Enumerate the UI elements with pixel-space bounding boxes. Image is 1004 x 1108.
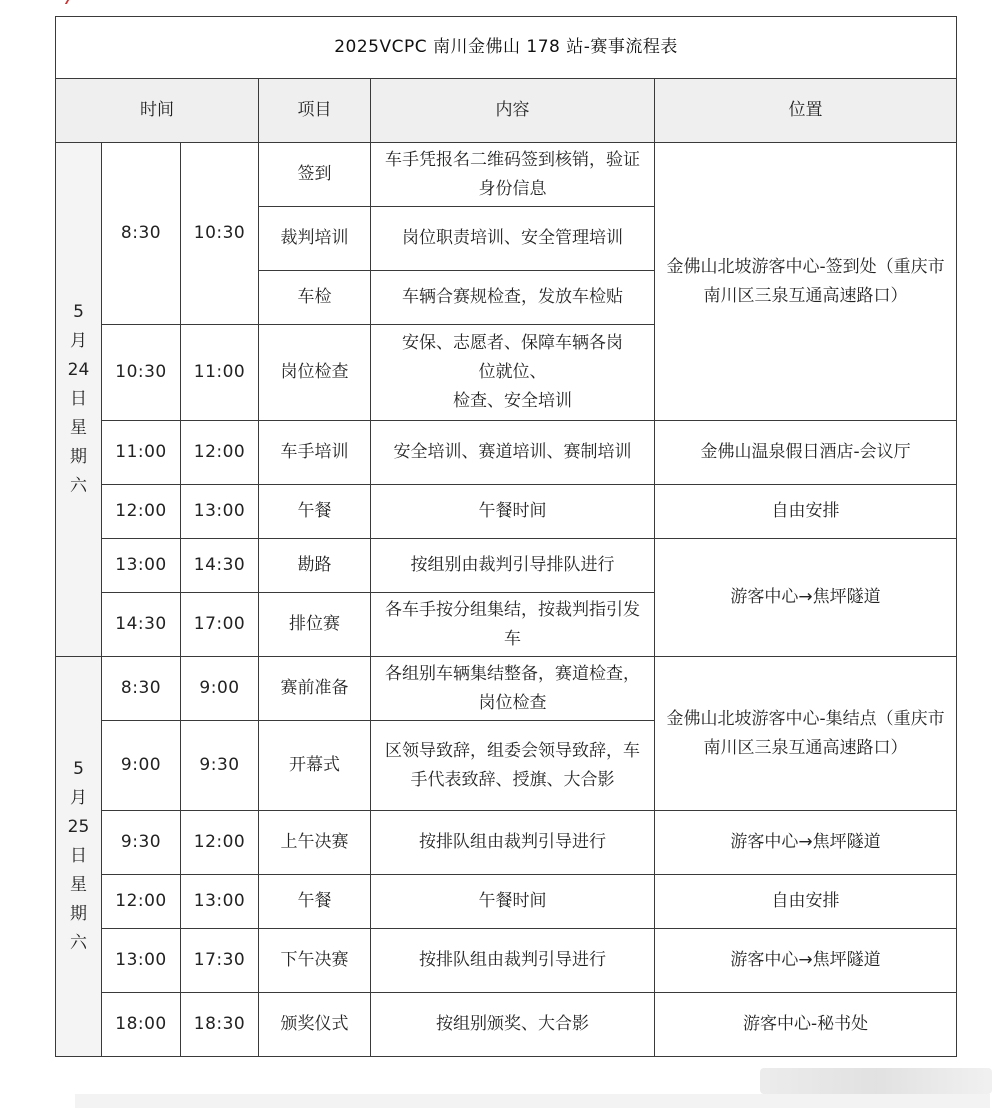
- content-cell: 按组别颁奖、大合影: [371, 993, 655, 1057]
- start-time: 9:30: [102, 811, 181, 875]
- location-cell: 金佛山北坡游客中心-签到处（重庆市南川区三泉互通高速路口）: [655, 143, 957, 421]
- content-cell: 午餐时间: [371, 485, 655, 539]
- end-time: 13:00: [181, 485, 259, 539]
- content-line: 检查、安全培训: [453, 391, 572, 411]
- location-cell: 游客中心-秘书处: [655, 993, 957, 1057]
- start-time: 12:00: [102, 485, 181, 539]
- item-cell: 上午决赛: [259, 811, 371, 875]
- item-cell: 颁奖仪式: [259, 993, 371, 1057]
- item-cell: 午餐: [259, 875, 371, 929]
- item-cell: 签到: [259, 143, 371, 207]
- start-time: 12:00: [102, 875, 181, 929]
- start-time: 11:00: [102, 421, 181, 485]
- table-row: [56, 993, 957, 1057]
- start-time: 10:30: [102, 325, 181, 421]
- start-time: 13:00: [102, 539, 181, 593]
- item-cell: 车手培训: [259, 421, 371, 485]
- start-time: 14:30: [102, 593, 181, 657]
- header-location: 位置: [655, 79, 957, 143]
- end-time: 10:30: [181, 143, 259, 325]
- day-label-25: 5 月 25 日 星 期 六: [56, 657, 102, 1057]
- content-cell: 岗位职责培训、安全管理培训: [371, 207, 655, 271]
- table-row: [56, 421, 957, 485]
- end-time: 12:00: [181, 811, 259, 875]
- end-time: 9:00: [181, 657, 259, 721]
- location-cell: 金佛山北坡游客中心-集结点（重庆市南川区三泉互通高速路口）: [655, 657, 957, 811]
- start-time: 8:30: [102, 143, 181, 325]
- start-time: 18:00: [102, 993, 181, 1057]
- schedule-table: [55, 16, 957, 1057]
- item-cell: 午餐: [259, 485, 371, 539]
- table-row: [56, 539, 957, 593]
- content-cell: 按排队组由裁判引导进行: [371, 811, 655, 875]
- item-cell: 下午决赛: [259, 929, 371, 993]
- content-cell: 车手凭报名二维码签到核销，验证身份信息: [371, 143, 655, 207]
- location-cell: 金佛山温泉假日酒店-会议厅: [655, 421, 957, 485]
- header-item: 项目: [259, 79, 371, 143]
- bottom-strip: [75, 1094, 990, 1108]
- item-cell: 岗位检查: [259, 325, 371, 421]
- location-cell: 游客中心→焦坪隧道: [655, 539, 957, 657]
- end-time: 11:00: [181, 325, 259, 421]
- end-time: 17:00: [181, 593, 259, 657]
- title-row: [56, 17, 957, 79]
- table-row: [56, 657, 957, 721]
- end-time: 14:30: [181, 539, 259, 593]
- location-cell: 自由安排: [655, 485, 957, 539]
- item-cell: 排位赛: [259, 593, 371, 657]
- content-line: 位就位、: [478, 362, 547, 382]
- day-label-24: 5 月 24 日 星 期 六: [56, 143, 102, 657]
- page-title: 2025VCPC 南川金佛山 178 站-赛事流程表: [56, 17, 957, 79]
- item-cell: 车检: [259, 271, 371, 325]
- content-cell: 各车手按分组集结，按裁判指引发车: [371, 593, 655, 657]
- table-row: [56, 929, 957, 993]
- content-cell: 安全培训、赛道培训、赛制培训: [371, 421, 655, 485]
- content-cell: 车辆合赛规检查，发放车检贴: [371, 271, 655, 325]
- start-time: 13:00: [102, 929, 181, 993]
- header-row: [56, 79, 957, 143]
- content-line: 安保、志愿者、保障车辆各岗: [402, 333, 623, 353]
- end-time: 9:30: [181, 721, 259, 811]
- content-cell: [371, 325, 655, 421]
- start-time: 9:00: [102, 721, 181, 811]
- content-cell: 按排队组由裁判引导进行: [371, 929, 655, 993]
- header-time: 时间: [56, 79, 259, 143]
- content-cell: 区领导致辞，组委会领导致辞，车手代表致辞、授旗、大合影: [371, 721, 655, 811]
- item-cell: 裁判培训: [259, 207, 371, 271]
- table-row: [56, 811, 957, 875]
- table-row: [56, 143, 957, 207]
- table-row: [56, 485, 957, 539]
- location-cell: 自由安排: [655, 875, 957, 929]
- item-cell: 赛前准备: [259, 657, 371, 721]
- corner-mark: [65, 0, 79, 4]
- table-row: [56, 875, 957, 929]
- watermark: [760, 1068, 992, 1094]
- item-cell: 勘路: [259, 539, 371, 593]
- end-time: 12:00: [181, 421, 259, 485]
- header-content: 内容: [371, 79, 655, 143]
- end-time: 17:30: [181, 929, 259, 993]
- end-time: 13:00: [181, 875, 259, 929]
- location-cell: 游客中心→焦坪隧道: [655, 929, 957, 993]
- location-cell: 游客中心→焦坪隧道: [655, 811, 957, 875]
- content-cell: 按组别由裁判引导排队进行: [371, 539, 655, 593]
- item-cell: 开幕式: [259, 721, 371, 811]
- start-time: 8:30: [102, 657, 181, 721]
- content-cell: 午餐时间: [371, 875, 655, 929]
- end-time: 18:30: [181, 993, 259, 1057]
- content-cell: 各组别车辆集结整备，赛道检查，岗位检查: [371, 657, 655, 721]
